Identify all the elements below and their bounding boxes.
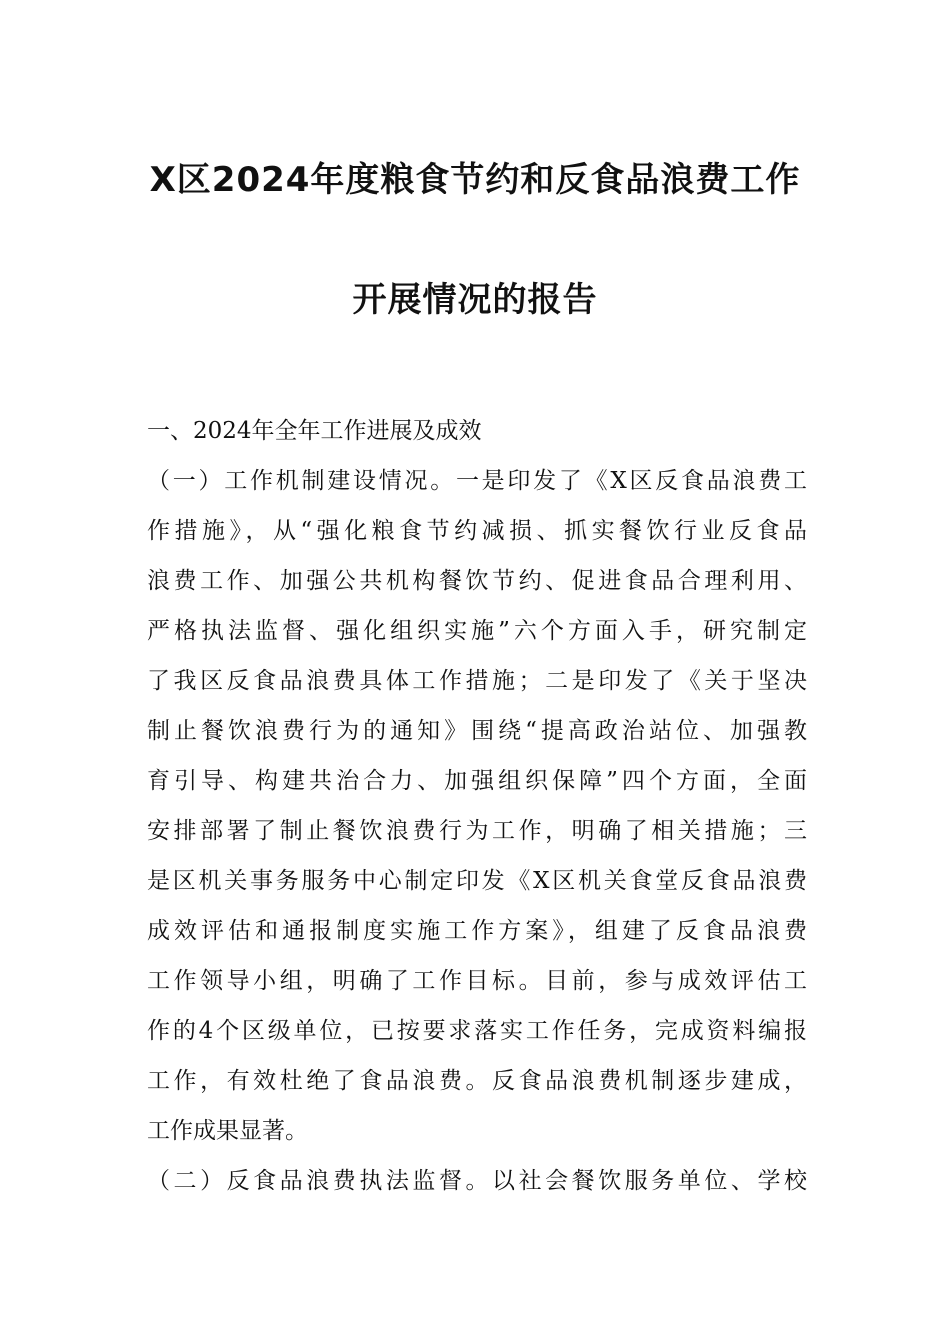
- paragraph-line: 浪费工作、加强公共机构餐饮节约、促进食品合理利用、: [147, 568, 807, 594]
- paragraph-line: 育引导、构建共治合力、加强组织保障”四个方面，全面: [147, 768, 807, 794]
- paragraph-line: 作措施》，从“强化粮食节约减损、抓实餐饮行业反食品: [147, 518, 807, 544]
- paragraph-line: 了我区反食品浪费具体工作措施；二是印发了《关于坚决: [147, 668, 807, 694]
- paragraph-line: 严格执法监督、强化组织实施”六个方面入手，研究制定: [147, 618, 807, 644]
- document-title-line-1: X区2024年度粮食节约和反食品浪费工作: [149, 160, 801, 200]
- document-title-line-2: 开展情况的报告: [352, 280, 598, 320]
- paragraph-line: 工作领导小组，明确了工作目标。目前，参与成效评估工: [147, 968, 807, 994]
- paragraph-line: 成效评估和通报制度实施工作方案》，组建了反食品浪费: [147, 918, 807, 944]
- paragraph-line: 工作，有效杜绝了食品浪费。反食品浪费机制逐步建成，: [147, 1068, 807, 1094]
- paragraph-line: （一）工作机制建设情况。一是印发了《X区反食品浪费工: [147, 468, 807, 494]
- paragraph-line: 安排部署了制止餐饮浪费行为工作，明确了相关措施；三: [147, 818, 807, 844]
- paragraph-line: 工作成果显著。: [147, 1118, 308, 1144]
- paragraph-line: 是区机关事务服务中心制定印发《X区机关食堂反食品浪费: [147, 868, 807, 894]
- paragraph-1: [147, 456, 807, 1156]
- paragraph-line: 制止餐饮浪费行为的通知》围绕“提高政治站位、加强教: [147, 718, 807, 744]
- paragraph-2: [147, 1156, 807, 1206]
- paragraph-line: （二）反食品浪费执法监督。以社会餐饮服务单位、学校: [147, 1168, 807, 1194]
- paragraph-line: 作的4个区级单位，已按要求落实工作任务，完成资料编报: [147, 1018, 807, 1044]
- section-heading: 一、2024年全年工作进展及成效: [147, 418, 482, 444]
